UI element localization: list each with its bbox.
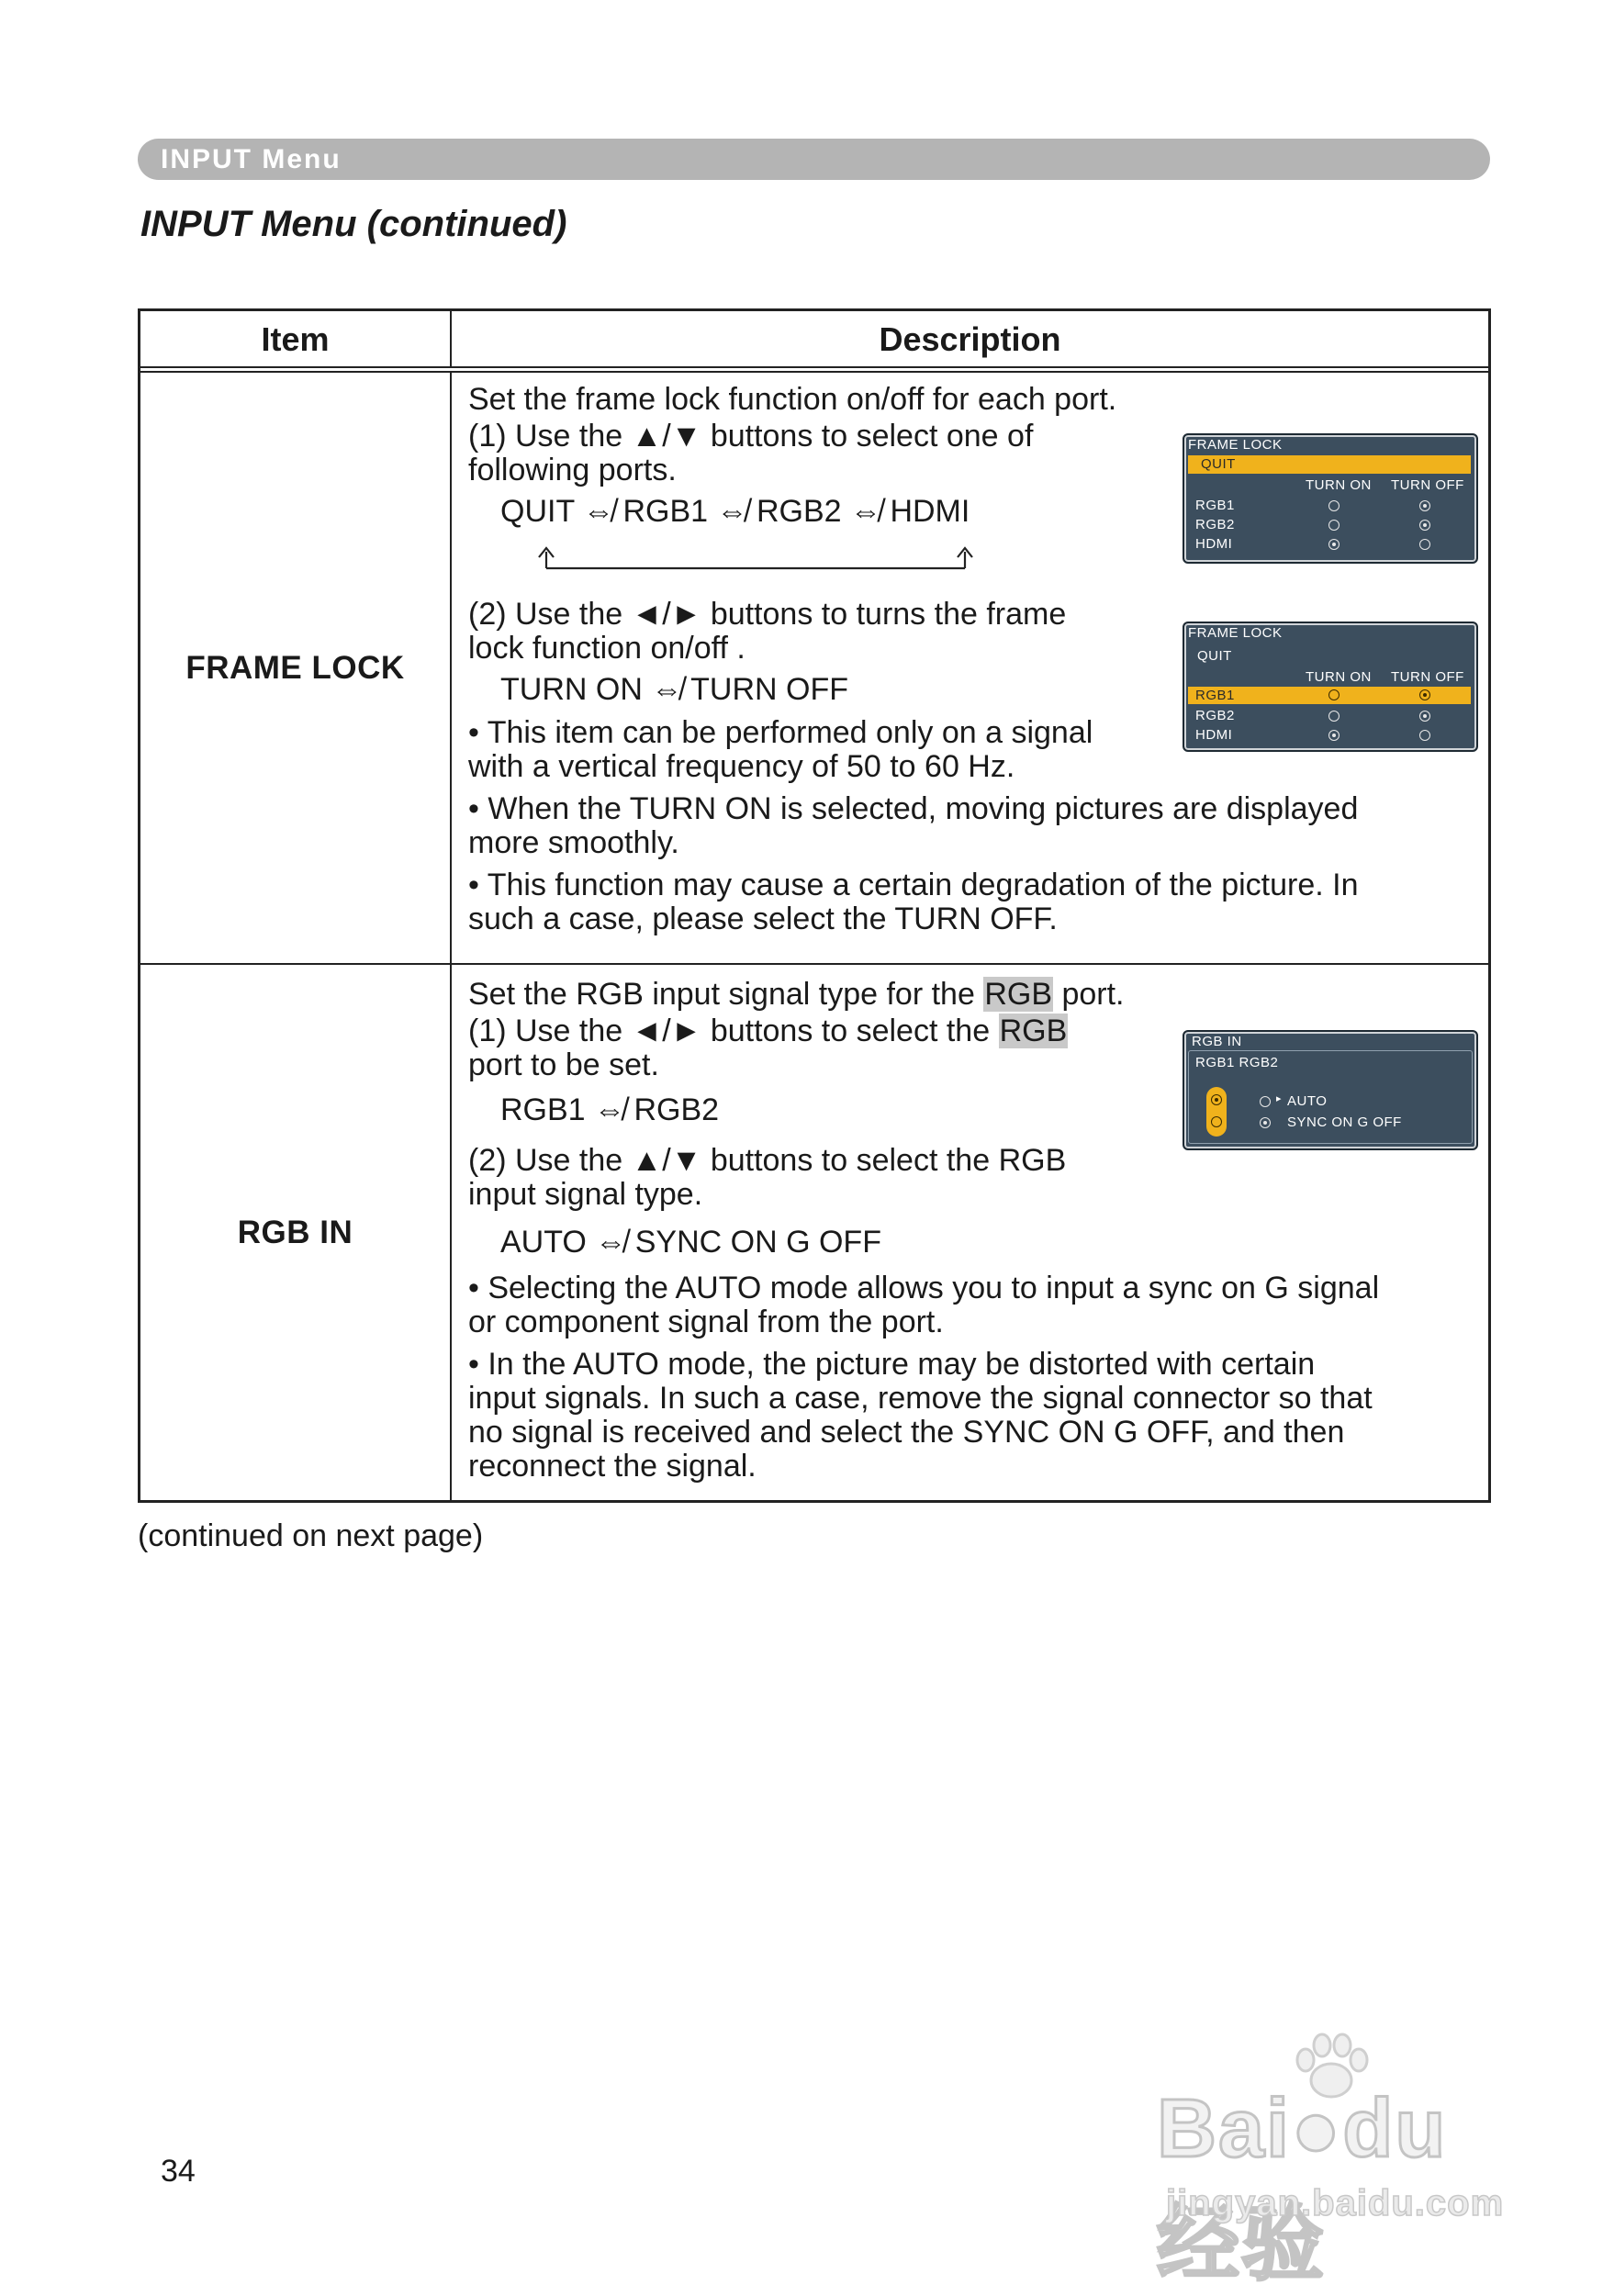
- type-cycle: AUTO ⇎ SYNC ON G OFF: [500, 1225, 881, 1260]
- osd-title: RGB IN: [1192, 1034, 1242, 1049]
- radio-selected: [1419, 520, 1430, 531]
- page-title: INPUT Menu (continued): [140, 204, 567, 244]
- osd-title: FRAME LOCK: [1188, 625, 1283, 641]
- frame-lock-osd-rgb1: [1183, 622, 1478, 752]
- note-line: • This function may cause a certain degradation of the picture. In: [468, 868, 1359, 902]
- osd-row-rgb1: RGB1: [1195, 498, 1235, 513]
- note-line: no signal is received and select the SYNC ON G OFF, and then: [468, 1415, 1345, 1450]
- continued-note: (continued on next page): [138, 1518, 484, 1553]
- rgb-in-osd: [1183, 1030, 1478, 1150]
- port-cycle: RGB1 ⇎ RGB2: [500, 1092, 720, 1127]
- radio-off: [1419, 730, 1430, 741]
- radio-off: [1328, 711, 1340, 722]
- text-line: [468, 1014, 1068, 1048]
- osd-highlight-bar: [1188, 455, 1471, 474]
- port-cycle: QUIT ⇎ RGB1 ⇎ RGB2 ⇎ HDMI: [500, 494, 970, 529]
- text-span: (1) Use the ◄/► buttons to select the: [468, 1014, 999, 1048]
- column-divider: [450, 311, 452, 1500]
- page-number: 34: [161, 2154, 196, 2189]
- watermark-url: jingyan.baidu.com: [1166, 2183, 1505, 2223]
- radio-off: [1328, 689, 1340, 700]
- watermark-brand: Bai●du 经验: [1157, 2083, 1448, 2290]
- osd-highlight-bar: [1188, 687, 1471, 704]
- osd-quit: QUIT: [1197, 648, 1232, 664]
- radio-off: [1328, 520, 1340, 531]
- osd-col-on: TURN ON: [1306, 669, 1372, 685]
- note-line: input signals. In such a case, remove the signal connector so that: [468, 1381, 1373, 1416]
- osd-title: FRAME LOCK: [1188, 437, 1283, 453]
- radio-sync: [1260, 1117, 1271, 1128]
- osd-row-rgb2: RGB2: [1195, 517, 1235, 532]
- note-line: • Selecting the AUTO mode allows you to input a sync on G signal: [468, 1271, 1380, 1305]
- pointer-icon: ▸: [1276, 1093, 1283, 1104]
- text-line: (2) Use the ◄/► buttons to turns the frame: [468, 597, 1067, 632]
- radio-auto: [1260, 1096, 1271, 1107]
- osd-row-rgb1: RGB1: [1195, 688, 1235, 703]
- radio-selected: [1328, 539, 1340, 550]
- baidu-watermark: [1138, 2027, 1533, 2290]
- text-span: port.: [1053, 977, 1125, 1012]
- radio-selected: [1211, 1094, 1222, 1105]
- text-line: following ports.: [468, 453, 677, 487]
- note-line: • In the AUTO mode, the picture may be distorted with certain: [468, 1347, 1316, 1382]
- osd-row-rgb2: RGB2: [1195, 708, 1235, 723]
- note-line: with a vertical frequency of 50 to 60 Hz.: [468, 749, 1015, 784]
- note-line: • This item can be performed only on a signal: [468, 715, 1093, 750]
- radio-off: [1328, 500, 1340, 511]
- column-header-description: Description: [879, 319, 1061, 358]
- text-line: port to be set.: [468, 1047, 659, 1082]
- osd-opt-sync: SYNC ON G OFF: [1287, 1114, 1402, 1130]
- osd-opt-auto: AUTO: [1287, 1093, 1328, 1109]
- section-label: INPUT Menu: [161, 144, 342, 174]
- note-line: such a case, please select the TURN OFF.: [468, 902, 1058, 936]
- osd-quit: QUIT: [1201, 456, 1236, 472]
- column-header-item: Item: [261, 319, 330, 358]
- note-line: • When the TURN ON is selected, moving pictures are displayed: [468, 791, 1359, 826]
- osd-col-off: TURN OFF: [1391, 669, 1464, 685]
- radio-off: [1211, 1116, 1222, 1127]
- item-frame-lock: FRAME LOCK: [185, 649, 405, 686]
- osd-vertical-selector: [1206, 1087, 1227, 1137]
- radio-selected: [1419, 500, 1430, 511]
- radio-selected: [1419, 711, 1430, 722]
- note-line: reconnect the signal.: [468, 1449, 757, 1484]
- text-line: (2) Use the ▲/▼ buttons to select the RGB: [468, 1143, 1067, 1178]
- text-span: Set the RGB input signal type for the: [468, 977, 984, 1012]
- osd-tabs: RGB1 RGB2: [1195, 1055, 1279, 1070]
- note-line: or component signal from the port.: [468, 1305, 944, 1339]
- osd-col-on: TURN ON: [1306, 477, 1372, 493]
- note-line: more smoothly.: [468, 825, 679, 860]
- section-header-bar: [138, 139, 1490, 180]
- frame-lock-osd-quit: [1183, 433, 1478, 564]
- header-divider: [140, 366, 1488, 373]
- item-rgb-in: RGB IN: [237, 1214, 353, 1250]
- text-line: input signal type.: [468, 1177, 703, 1212]
- osd-row-hdmi: HDMI: [1195, 536, 1233, 552]
- loop-arrow: [535, 544, 976, 572]
- toggle-cycle: TURN ON ⇎ TURN OFF: [500, 672, 849, 707]
- text-line: [468, 978, 1125, 1012]
- osd-row-hdmi: HDMI: [1195, 727, 1233, 743]
- radio-selected: [1419, 689, 1430, 700]
- text-line: (1) Use the ▲/▼ buttons to select one of: [468, 419, 1034, 454]
- highlighted-term: RGB: [984, 977, 1053, 1012]
- description-table: [138, 308, 1491, 1503]
- radio-selected: [1328, 730, 1340, 741]
- radio-off: [1419, 539, 1430, 550]
- osd-col-off: TURN OFF: [1391, 477, 1464, 493]
- highlighted-term: RGB: [999, 1014, 1068, 1048]
- text-line: lock function on/off .: [468, 631, 745, 666]
- text-line: Set the frame lock function on/off for each port.: [468, 382, 1117, 417]
